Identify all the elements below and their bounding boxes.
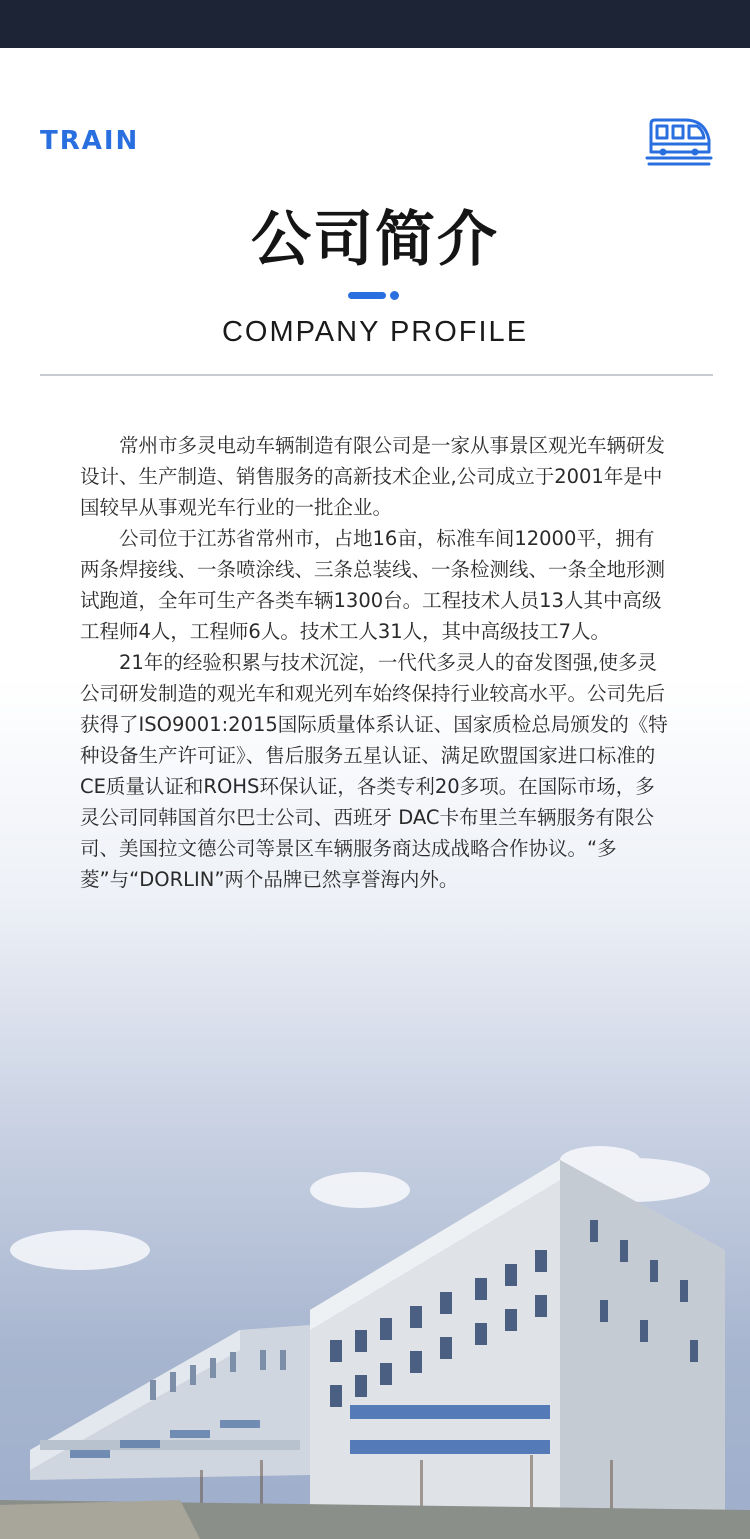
top-bar [0,0,750,48]
page-title: 公司简介 [251,205,499,275]
paragraph-intro: 常州市多灵电动车辆制造有限公司是一家从事景区观光车辆研发设计、生产制造、销售服务的高新技术企业,公司成立于2001年是中国较早从事观光车行业的一批企业。 [80,434,666,519]
factory-building-photo [0,1140,750,1539]
paragraph-facilities: 公司位于江苏省常州市，占地16亩，标准车间12000平，拥有两条焊接线、一条喷涂线、三条总装线、一条检测线、一条全地形测试跑道，全年可生产各类车辆1300台。工程技术人员13人其中高级工程师4人，工程师6人。技术工人31人，其中高级技工7人。 [80,527,666,643]
company-profile-text [80,430,670,895]
title-decoration [348,291,400,301]
decoration-bar [348,292,386,299]
main-building [310,1160,725,1539]
paragraph-achievements: 21年的经验积累与技术沉淀，一代代多灵人的奋发图强,使多灵公司研发制造的观光车和观光列车始终保持行业较高水平。公司先后获得了ISO9001:2015国际质量体系认证、国家质检总局颁发的《特种设备生产许可证》、售后服务五星认证、满足欧盟国家进口标准的CE质量认证和ROHS环保认证，各类专利20多项。在国际市场，多灵公司同韩国首尔巴士公司、西班牙 DAC卡布里兰车辆服务有限公司、美国拉文德公司等景区车辆服务商达成战略合作协议。“多菱”与“DORLIN”两个品牌已然享誉海内外。 [80,651,668,891]
brand-label: TRAIN [40,126,140,156]
train-icon [645,112,713,170]
section-divider [40,374,713,376]
left-building [30,1325,310,1480]
decoration-dot [390,291,399,300]
page-subtitle: COMPANY PROFILE [221,316,529,348]
